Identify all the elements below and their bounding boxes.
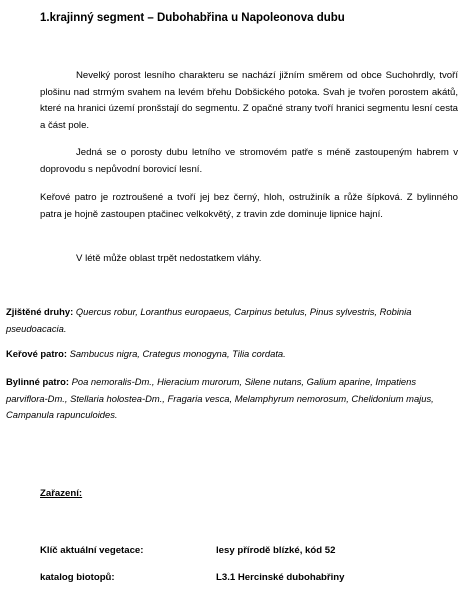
herb-layer-list: Poa nemoralis-Dm., Hieracium murorum, Silene nutans, Galium aparine, Impatiens parviflora-Dm., Stellaria holostea-Dm., Fragaria vesca, Melamphyrum nemorosum, Chelidonium majus, Campanula rapunculoides.	[6, 376, 434, 420]
paragraph-description: Nevelký porost lesního charakteru se nachází jižním směrem od obce Suchohrdly, tvoří plošinu nad strmým svahem na levém břehu Dobšického potoka. Svah je tvořen porostem akátů, které na hranici území pronšstají do segmentu. Z opačné strany tvoří hranici segmentu lesní cesta a část pole.	[40, 70, 458, 131]
biotope-catalog-value: L3.1 Hercinské dubohabřiny	[216, 572, 345, 583]
vegetation-key-value: lesy přírodě blízké, kód 52	[216, 545, 336, 556]
found-species-label: Zjištěné druhy:	[6, 306, 74, 317]
paragraph-tree-layer: Jedná se o porosty dubu letního ve stromovém patře s méně zastoupeným habrem v doprovodu s nepůvodní borovicí lesní.	[40, 147, 458, 175]
classification-heading: Zařazení:	[40, 488, 83, 499]
shrub-layer-label: Keřové patro:	[6, 348, 67, 359]
herb-layer-species	[6, 374, 456, 424]
segment-title: 1.krajinný segment – Dubohabřina u Napoleonova dubu	[40, 12, 345, 24]
biotope-catalog-label: katalog biotopů:	[40, 572, 115, 583]
vegetation-key-label: Klíč aktuální vegetace:	[40, 545, 144, 556]
found-species-list: Quercus robur, Loranthus europaeus, Carpinus betulus, Pinus sylvestris, Robinia pseudoacacia.	[6, 306, 412, 334]
shrub-layer-list: Sambucus nigra, Crategus monogyna, Tilia cordata.	[69, 348, 286, 359]
found-species	[6, 304, 456, 337]
shrub-layer-species	[6, 346, 456, 363]
herb-layer-label: Bylinné patro:	[6, 376, 70, 387]
paragraph-shrub-herb-layer: Keřové patro je roztroušené a tvoří jej bez černý, hloh, ostružiník a růže šípková. Z bylinného patra je hojně zastoupen ptačinec velkokvětý, z travin zde dominuje lipnice hajní.	[40, 192, 458, 220]
paragraph-summer-note: V létě může oblast trpět nedostatkem vláhy.	[76, 253, 262, 264]
